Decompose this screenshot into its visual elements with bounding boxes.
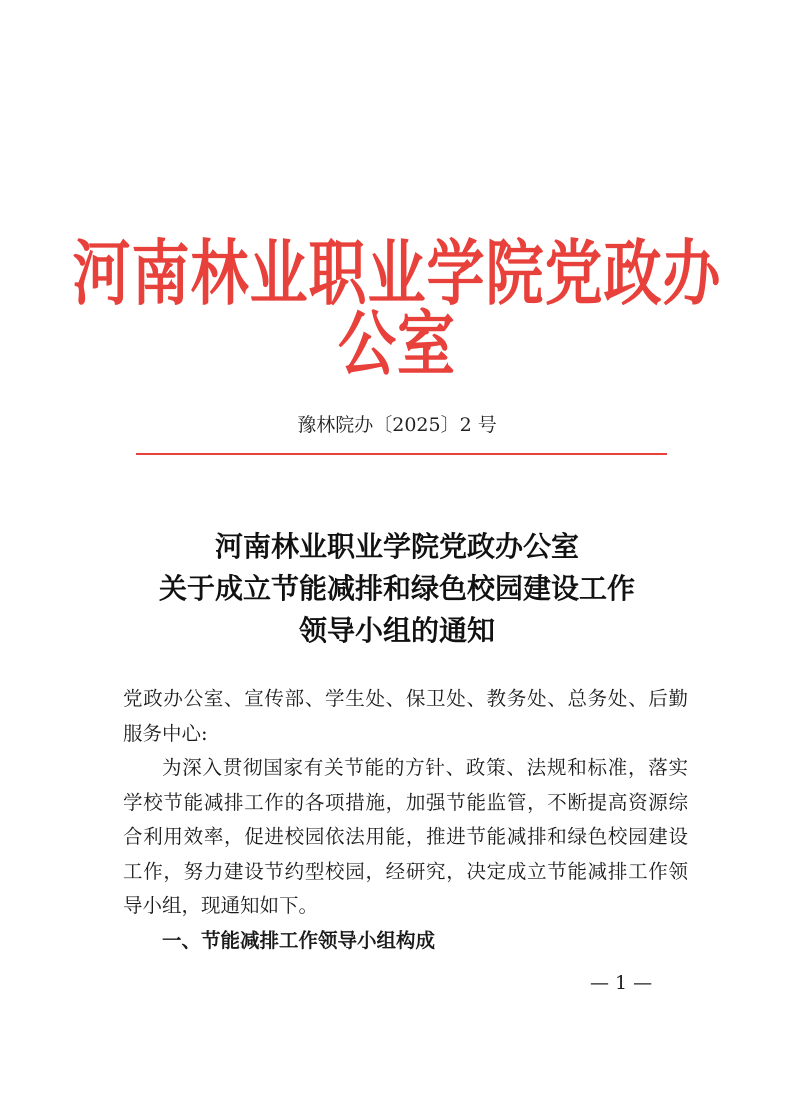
- body-paragraph-1: 为深入贯彻国家有关节能的方针、政策、法规和标准，落实学校节能减排工作的各项措施，加强节能监管，不断提高资源综合利用效率，促进校园依法用能，推进节能减排和绿色校园建设工作，努力建设节约型校园，经研究，决定成立节能减排工作领导小组，现通知如下。: [123, 756, 688, 917]
- document-number: 豫林院办〔2025〕2 号: [297, 414, 497, 436]
- masthead-title: 河南林业职业学院党政办公室: [72, 231, 722, 386]
- notice-title-line-2: 关于成立节能减排和绿色校园建设工作: [158, 572, 635, 605]
- page-number: — 1 —: [590, 972, 653, 994]
- notice-title: [0, 526, 794, 652]
- addressees: 党政办公室、宣传部、学生处、保卫处、教务处、总务处、后勤服务中心:: [123, 687, 688, 745]
- red-divider-line: [136, 453, 667, 455]
- notice-body: [123, 682, 688, 958]
- section-heading-1: 一、节能减排工作领导小组构成: [162, 928, 436, 952]
- notice-title-line-1: 河南林业职业学院党政办公室: [214, 530, 579, 563]
- notice-title-line-3: 领导小组的通知: [298, 614, 495, 647]
